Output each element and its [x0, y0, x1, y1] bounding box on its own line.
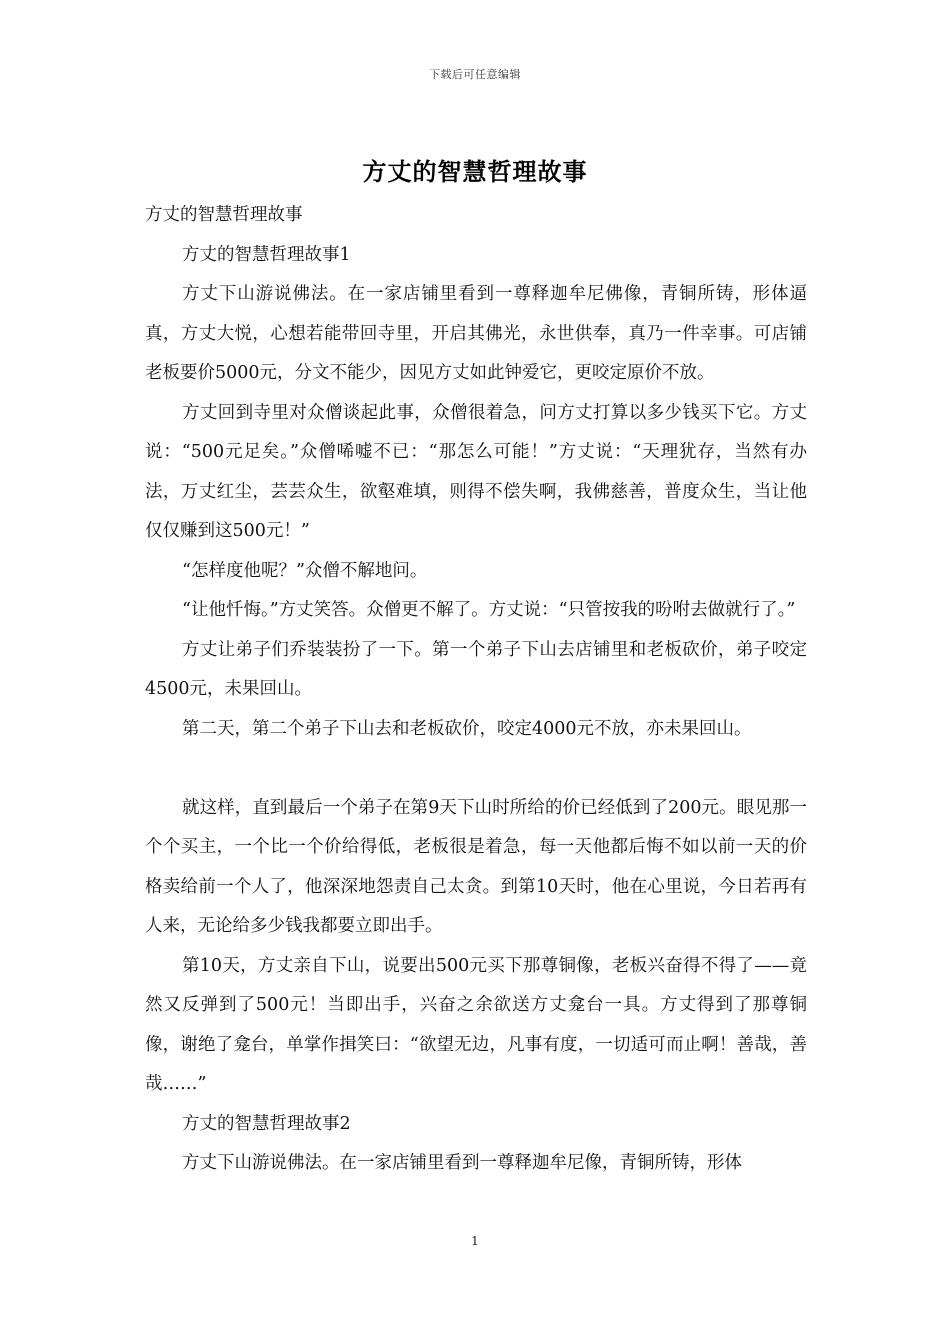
- paragraph: 第二天，第二个弟子下山去和老板砍价，咬定4000元不放，亦未果回山。: [182, 718, 752, 739]
- page-header-note: 下载后可任意编辑: [429, 68, 521, 81]
- page-number: 1: [471, 1234, 479, 1248]
- document-body: [145, 196, 807, 1184]
- paragraph: 方丈让弟子们乔装装扮了一下。第一个弟子下山去店铺里和老板砍价，弟子咬定4500元，未果回山。: [145, 639, 807, 699]
- story-heading-1: 方丈的智慧哲理故事1: [182, 244, 351, 265]
- paragraph: 方丈回到寺里对众僧谈起此事，众僧很着急，问方丈打算以多少钱买下它。方丈说：“500元足矣。”众僧唏嘘不已：“那怎么可能！”方丈说：“天理犹存，当然有办法，万丈红尘，芸芸众生，欲壑难填，则得不偿失啊，我佛慈善，普度众生，当让他仅仅赚到这500元！”: [145, 402, 807, 541]
- story-heading-2: 方丈的智慧哲理故事2: [182, 1113, 351, 1134]
- paragraph: 方丈下山游说佛法。在一家店铺里看到一尊释迦牟尼像，青铜所铸，形体: [182, 1153, 742, 1173]
- paragraph: 方丈下山游说佛法。在一家店铺里看到一尊释迦牟尼佛像，青铜所铸，形体逼真，方丈大悦，心想若能带回寺里，开启其佛光，永世供奉，真乃一件幸事。可店铺老板要价5000元，分文不能少，因见方丈如此钟爱它，更咬定原价不放。: [145, 284, 807, 383]
- paragraph: “怎样度他呢？”众僧不解地问。: [182, 560, 428, 581]
- document-subtitle: 方丈的智慧哲理故事: [145, 205, 303, 225]
- paragraph: 就这样，直到最后一个弟子在第9天下山时所给的价已经低到了200元。眼见那一个个买主，一个比一个价给得低，老板很是着急，每一天他都后悔不如以前一天的价格卖给前一个人了，他深深地怨责自己太贪。到第10天时，他在心里说，今日若再有人来，无论给多少钱我都要立即出手。: [145, 797, 807, 936]
- paragraph-gap: [145, 749, 807, 789]
- document-title: 方丈的智慧哲理故事: [362, 157, 588, 186]
- paragraph: 第10天，方丈亲自下山，说要出500元买下那尊铜像，老板兴奋得不得了——竟然又反弹到了500元！当即出手，兴奋之余欲送方丈龛台一具。方丈得到了那尊铜像，谢绝了龛台，单掌作揖笑曰：“欲望无边，凡事有度，一切适可而止啊！善哉，善哉……”: [145, 955, 807, 1094]
- paragraph: “让他忏悔。”方丈笑答。众僧更不解了。方丈说：“只管按我的吩咐去做就行了。”: [182, 600, 796, 620]
